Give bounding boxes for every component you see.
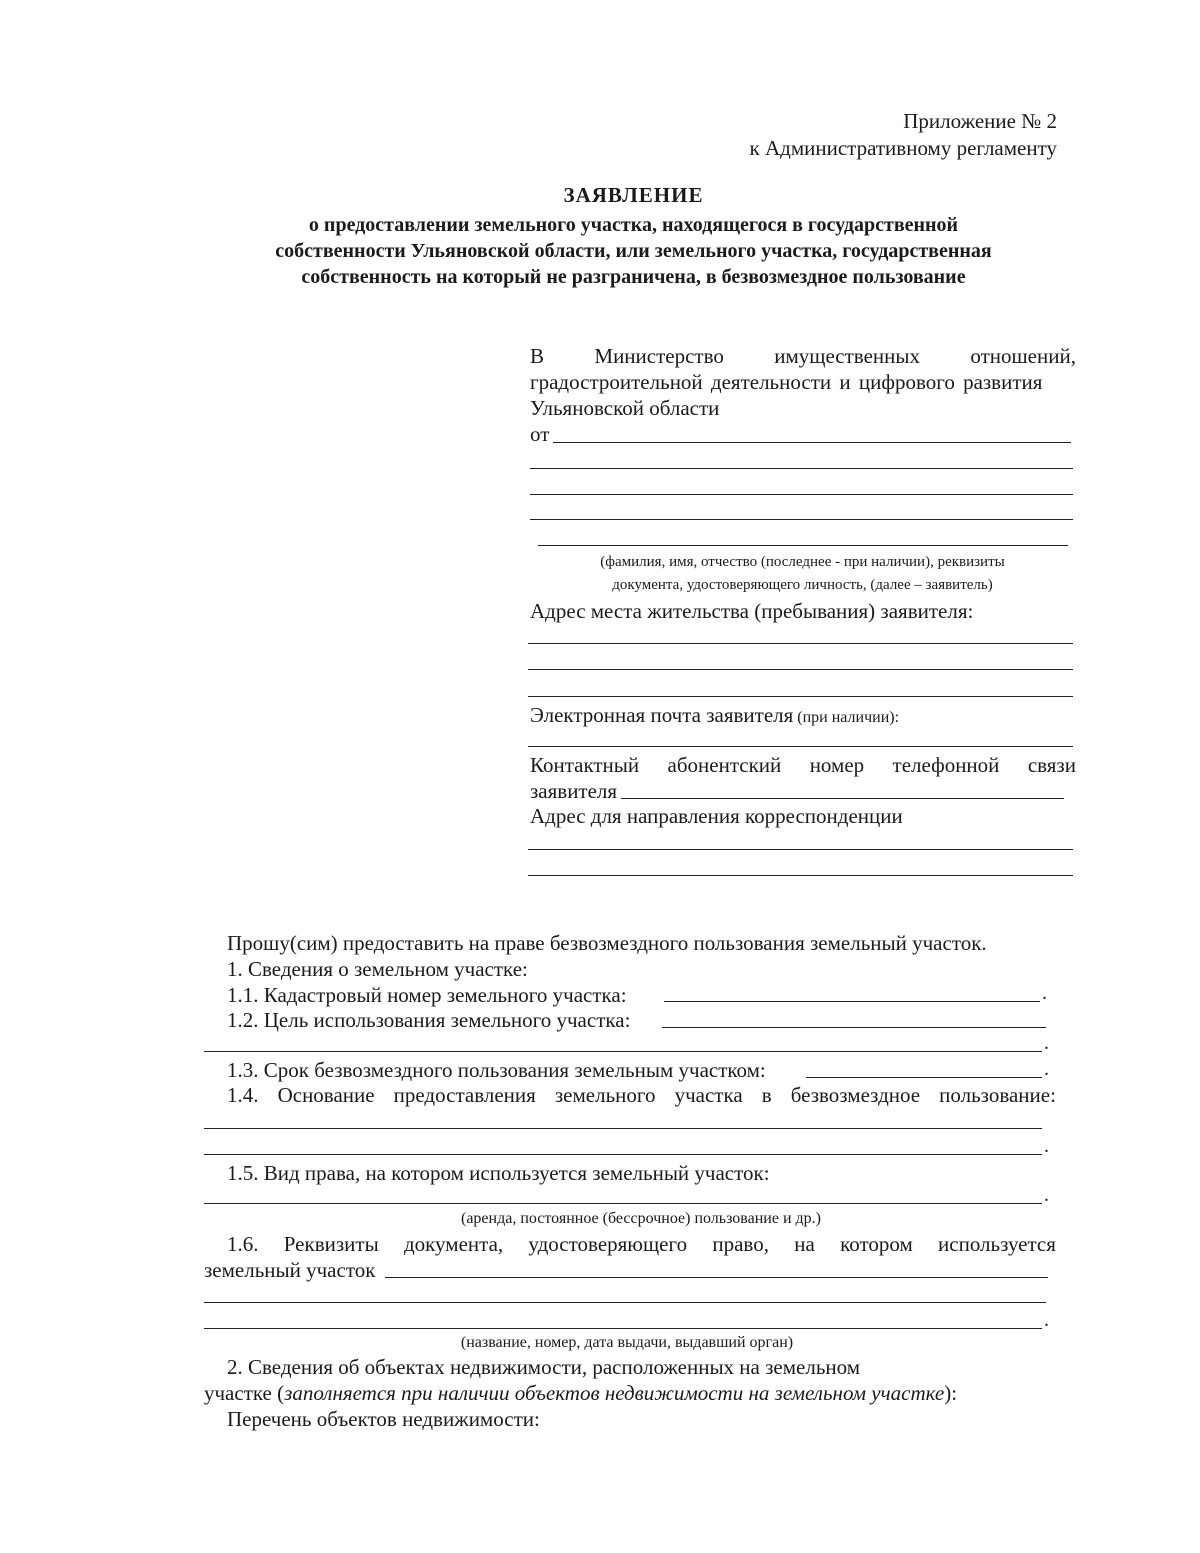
from-field-line[interactable] (553, 442, 1071, 443)
correspondence-field-line-1[interactable] (528, 849, 1073, 850)
residence-field-line-1[interactable] (528, 643, 1073, 644)
usage-purpose-field-line-1[interactable] (662, 1027, 1046, 1028)
real-estate-list-label: Перечень объектов недвижимости: (227, 1407, 540, 1431)
word: Министерство (594, 344, 724, 368)
addressee-line-2: градостроительной деятельности и цифрового развития (530, 370, 1043, 394)
phone-label-line-2: заявителя (530, 779, 618, 803)
document-title: ЗАЯВЛЕНИЕ (563, 183, 704, 207)
applicant-field-line-3[interactable] (530, 494, 1073, 495)
word: документа, (403, 1232, 504, 1256)
word: предоставления (393, 1083, 536, 1107)
grounds-label (227, 1082, 1056, 1108)
applicant-field-line-4[interactable] (530, 519, 1073, 520)
residence-field-line-2[interactable] (528, 669, 1073, 670)
usage-term-field[interactable] (806, 1077, 1042, 1078)
section-2-note (204, 1380, 957, 1406)
word: безвозмездное (790, 1083, 921, 1107)
right-type-field[interactable] (204, 1203, 1042, 1204)
addressee-line-1 (530, 343, 1076, 369)
right-type-label: 1.5. Вид права, на котором используется земельный участок: (227, 1161, 770, 1185)
right-document-field-line-1[interactable] (385, 1277, 1048, 1278)
cadastral-number-label: 1.1. Кадастровый номер земельного участка: (227, 983, 627, 1007)
applicant-hint-2: документа, удостоверяющего личность, (далее – заявитель) (612, 577, 993, 593)
addressee-line-3: Ульяновской области (530, 396, 720, 420)
word: Основание (277, 1083, 375, 1107)
word: на (794, 1232, 815, 1256)
word: котором (840, 1232, 913, 1256)
word: отношений, (970, 344, 1076, 368)
period: . (1042, 982, 1047, 1004)
word: Реквизиты (283, 1232, 379, 1256)
usage-term-label: 1.3. Срок безвозмездного пользования земельным участком: (227, 1058, 766, 1082)
word: имущественных (774, 344, 920, 368)
period: . (1044, 1058, 1049, 1080)
right-document-field-line-3[interactable] (204, 1328, 1042, 1329)
grounds-field-line-2[interactable] (204, 1154, 1042, 1155)
section-2-note-italic: заполняется при наличии объектов недвижимости на земельном участке (284, 1381, 945, 1405)
period: . (1044, 1135, 1049, 1157)
email-hint: (при наличии): (793, 709, 900, 726)
word: 1.6. (227, 1232, 259, 1256)
title-line-2: собственности Ульяновской области, или земельного участка, государственная (275, 240, 992, 262)
email-field-line[interactable] (528, 746, 1073, 747)
word: 1.4. (227, 1083, 259, 1107)
title-line-1: о предоставлении земельного участка, находящегося в государственной (308, 214, 959, 236)
appendix-regulation: к Административному регламенту (749, 136, 1057, 160)
section-2-note-start: участке ( (204, 1381, 285, 1405)
request-text: Прошу(сим) предоставить на праве безвозмездного пользования земельный участок. (227, 931, 987, 955)
word: участка (674, 1083, 743, 1107)
email-label (530, 702, 899, 729)
cadastral-number-field[interactable] (664, 1001, 1040, 1002)
appendix-number: Приложение № 2 (903, 109, 1057, 133)
word: удостоверяющего (528, 1232, 688, 1256)
phone-label-line-1 (530, 752, 1076, 778)
applicant-hint-1: (фамилия, имя, отчество (последнее - при наличии), реквизиты (600, 554, 1005, 570)
word: право, (712, 1232, 769, 1256)
correspondence-label: Адрес для направления корреспонденции (530, 804, 903, 828)
period: . (1044, 1032, 1049, 1054)
residence-label: Адрес места жительства (пребывания) заявителя: (530, 599, 974, 623)
applicant-field-line-5[interactable] (538, 545, 1068, 546)
word: абонентский (667, 753, 782, 777)
period: . (1044, 1309, 1049, 1331)
right-document-label-line-2: земельный участок (204, 1258, 376, 1282)
residence-field-line-3[interactable] (528, 696, 1073, 697)
period: . (1044, 1184, 1049, 1206)
right-document-hint: (название, номер, дата выдачи, выдавший орган) (460, 1334, 794, 1351)
word: земельного (554, 1083, 656, 1107)
right-document-label-line-1 (227, 1231, 1056, 1257)
section-1-heading: 1. Сведения о земельном участке: (227, 957, 528, 981)
correspondence-field-line-2[interactable] (528, 875, 1073, 876)
section-2-note-end: ): (944, 1381, 958, 1405)
grounds-field-line-1[interactable] (204, 1128, 1042, 1129)
from-label: от (530, 422, 550, 446)
email-label-text: Электронная почта заявителя (530, 703, 794, 727)
applicant-field-line-2[interactable] (530, 468, 1073, 469)
usage-purpose-label: 1.2. Цель использования земельного участка: (227, 1008, 631, 1032)
right-document-field-line-2[interactable] (204, 1302, 1046, 1303)
word: В (530, 344, 545, 368)
word: номер (809, 753, 865, 777)
word: связи (1027, 753, 1076, 777)
section-2-heading: 2. Сведения об объектах недвижимости, расположенных на земельном (227, 1355, 861, 1379)
right-type-hint: (аренда, постоянное (бессрочное) пользование и др.) (461, 1210, 821, 1227)
usage-purpose-field-line-2[interactable] (204, 1051, 1042, 1052)
word: Контактный (530, 753, 640, 777)
phone-field-line[interactable] (621, 798, 1064, 799)
word: в (761, 1083, 772, 1107)
word: пользование: (939, 1083, 1056, 1107)
word: телефонной (892, 753, 1000, 777)
word: используется (938, 1232, 1056, 1256)
title-line-3: собственность на который не разграничена, в безвозмездное пользование (301, 266, 966, 288)
